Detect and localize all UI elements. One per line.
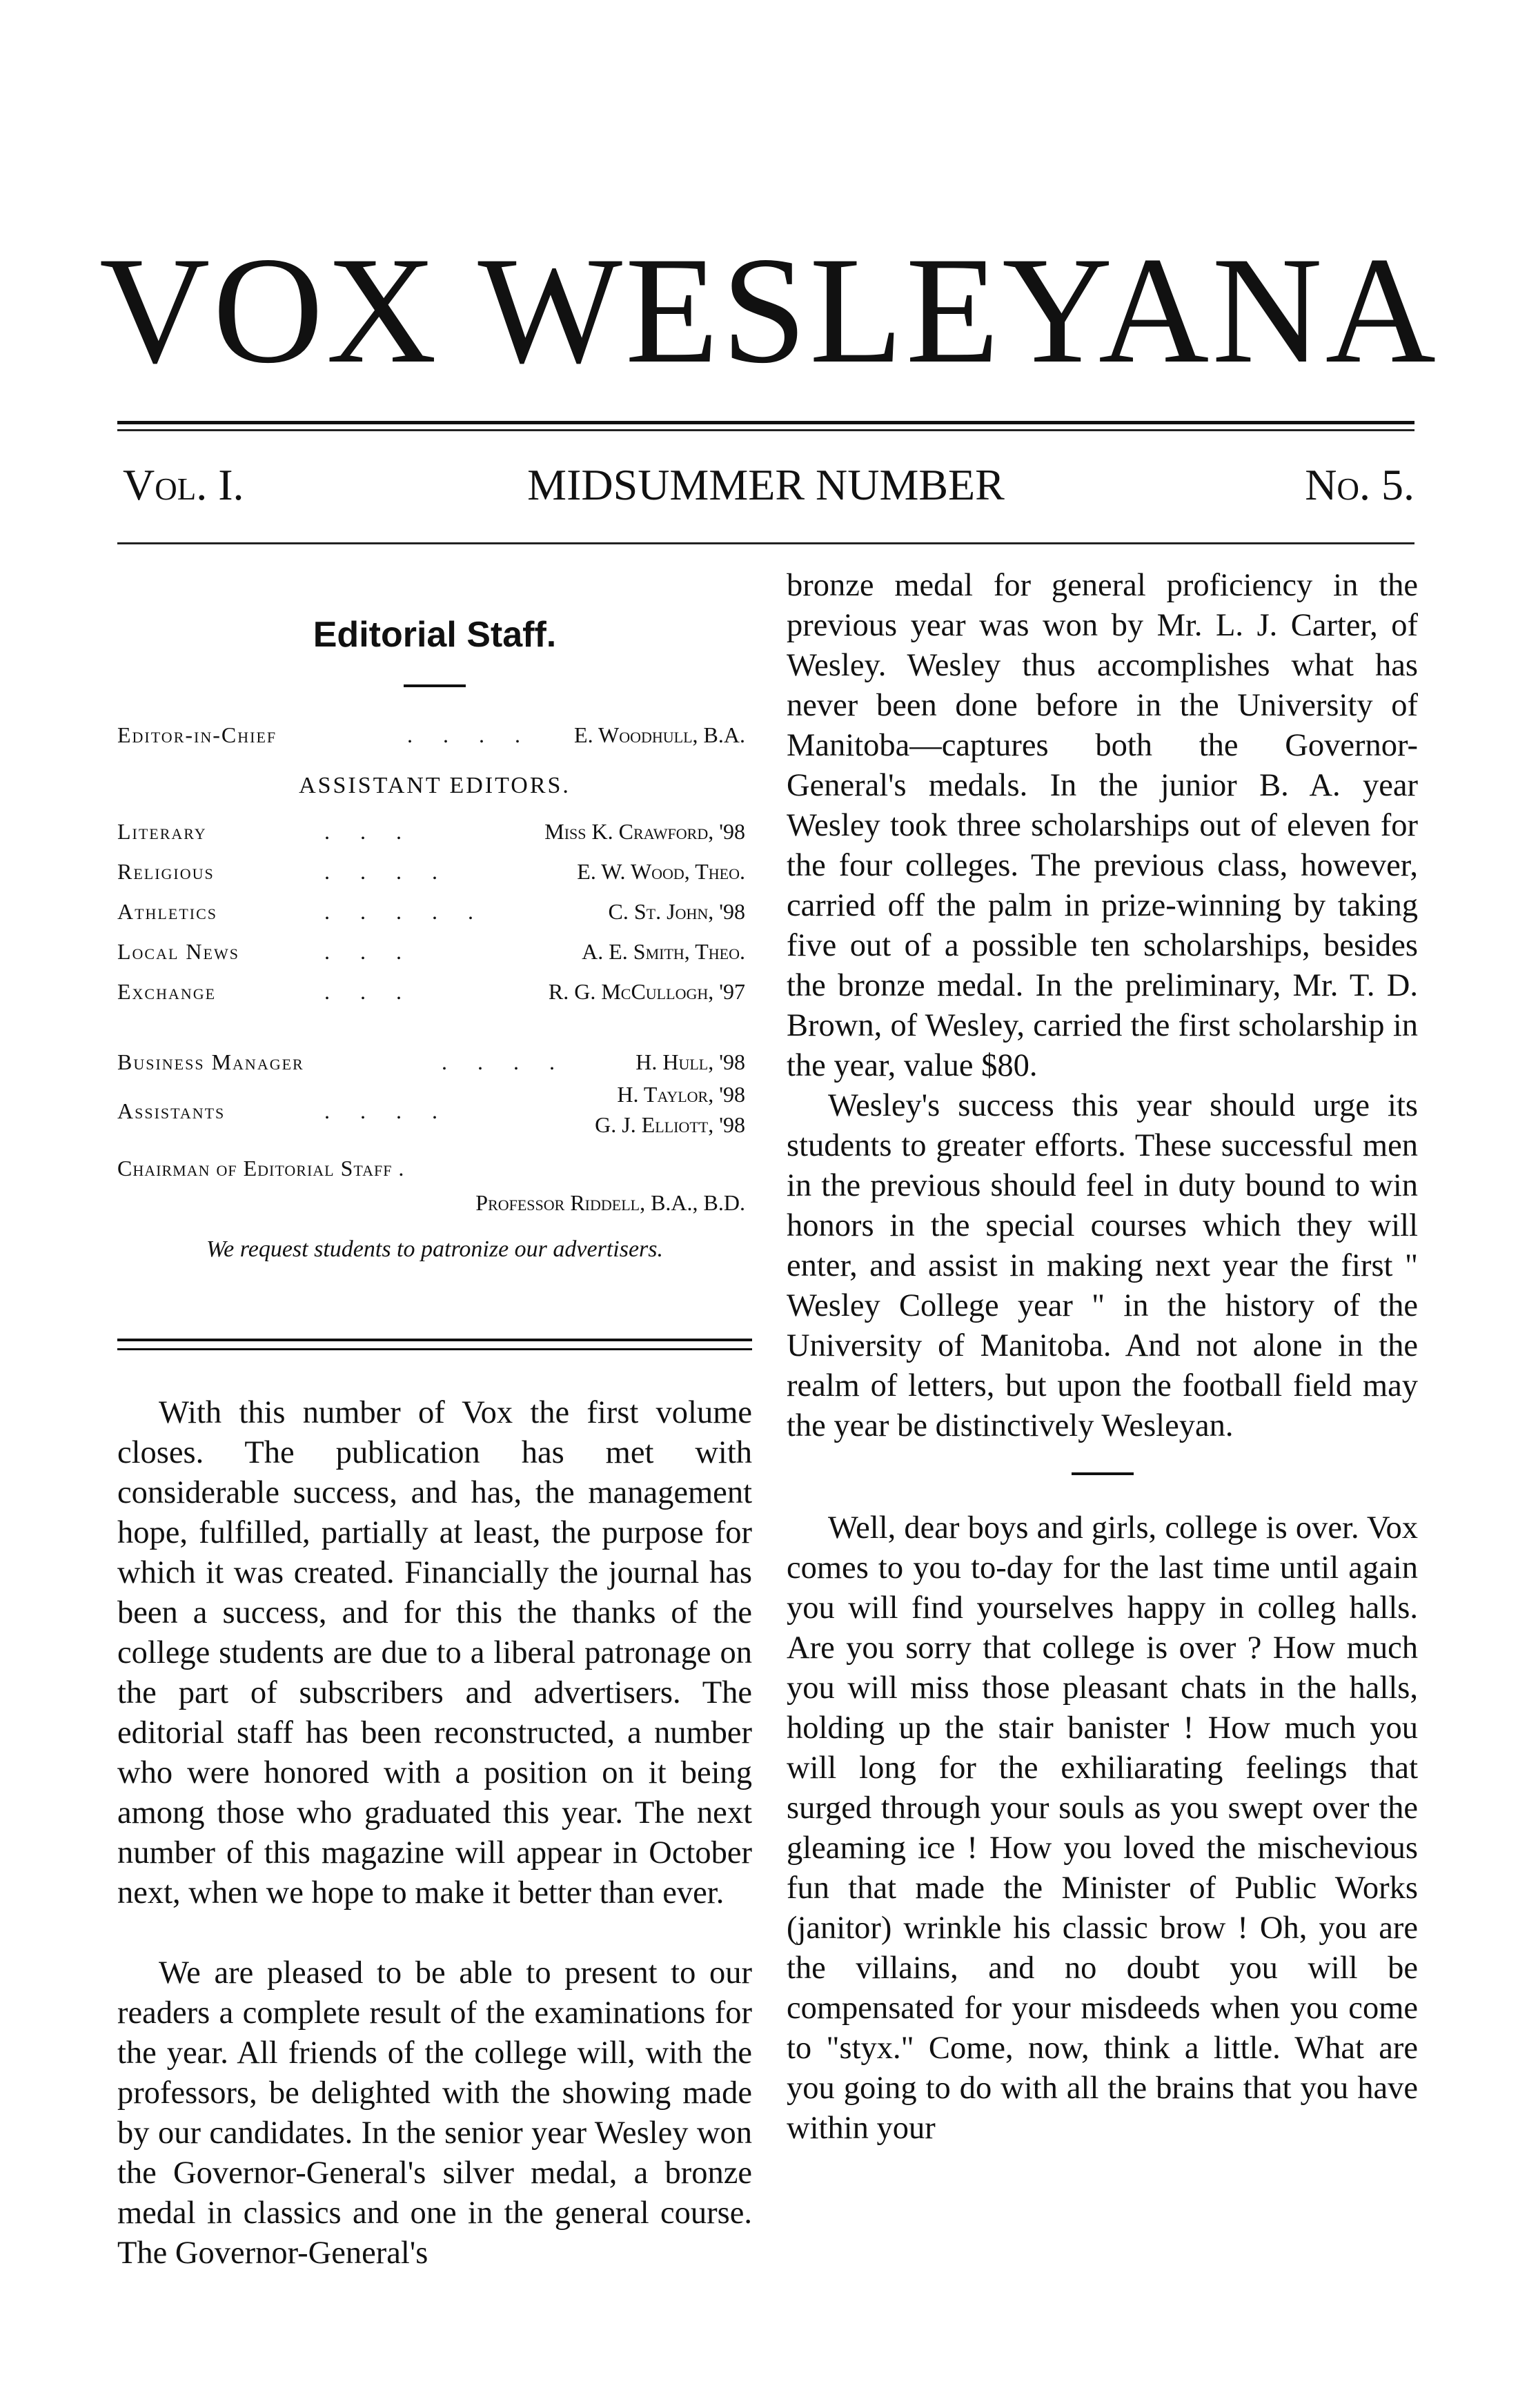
role-label: Religious <box>117 859 215 884</box>
chairman-name: Professor Riddell, B.A., B.D. <box>475 1190 745 1215</box>
article-paragraph: bronze medal for general proficiency in the previous year was won by Mr. L. J. Carter, of Wesley. Wesley thus accomplishes what has never been done before in the University of Manitoba—captures both the Governor-General's medals. In the junior B. A. year Wesley took three scholarships out of eleven for the four colleges. The previous class, however, carried off the palm in prize-winning by taking five out of a possible ten scholarships, besides the bronze medal. In the preliminary, Mr. T. D. Brown, of Wesley, carried the first scholarship in the year, value $80. <box>787 568 1418 1083</box>
article-paragraph: Well, dear boys and girls, college is over. Vox comes to you to-day for the last time until again you will find yourselves happy in colleg halls. Are you sorry that college is over ? How much you will miss those pleasant chats in the halls, holding up the stair banister ! How much you will long for the exhiliarating feelings that surged through your souls as you swept over the gleaming ice ! How you loved the mischevious fun that made the Minister of Public Works (janitor) wrinkle his classic brow ! Oh, you are the villains, and no doubt you will be compensated for your misdeeds when you come to "styx." Come, now, think a little. What are you going to do with all the brains that you have within your <box>787 1510 1418 2146</box>
person-name: E. W. Wood, Theo. <box>577 859 745 884</box>
assistant-editors-heading: ASSISTANT EDITORS. <box>299 773 571 798</box>
person-name: G. J. Elliott, '98 <box>595 1112 745 1137</box>
advertisers-notice: We request students to patronize our advertisers. <box>206 1236 664 1262</box>
leader-dots: . . . <box>324 939 414 964</box>
masthead-title: VOX WESLEYANA <box>99 226 1439 395</box>
issue-line <box>117 461 1414 509</box>
leader-dots: . . . . <box>442 1049 567 1074</box>
person-name: R. G. McCullogh, '97 <box>548 979 745 1004</box>
divider <box>1072 1472 1134 1475</box>
person-name: Miss K. Crawford, '98 <box>544 819 745 844</box>
role-label: Editor-in-Chief <box>117 722 277 747</box>
staff-row <box>117 851 752 891</box>
person-name: C. St. John, '98 <box>608 899 745 924</box>
article-paragraph: We are pleased to be able to present to our readers a complete result of the examinations for the year. All friends of the college will, with the professors, be delighted with the showing made by our candidates. In the senior year Wesley won the Governor-General's silver medal, a bronze medal in classics and one in the general course. The Governor-General's <box>117 1955 752 2271</box>
issue-number: No. 5. <box>1305 460 1414 509</box>
section-divider <box>117 1339 752 1350</box>
article-paragraph: With this number of Vox the first volume closes. The publication has met with considerable success, and has, the management hope, fulfilled, partially at least, the purpose for which it was created. Financially the journal has been a success, and for this the thanks of the college students are due to a liberal patronage on the part of subscribers and advertisers. The editorial staff has been reconstructed, a number who were honored with a position on it being among those who graduated this year. The next number of this magazine will appear in October next, when we hope to make it better than ever. <box>117 1395 752 1911</box>
issue-rule-bottom <box>117 542 1414 544</box>
role-label: Exchange <box>117 979 217 1004</box>
leader-dots: . . . . <box>407 722 533 747</box>
leader-dots: . . . <box>324 819 414 844</box>
person-name: H. Hull, '98 <box>635 1049 745 1074</box>
issue-name: MIDSUMMER NUMBER <box>527 460 1005 509</box>
person-name: A. E. Smith, Theo. <box>582 939 745 964</box>
leader-dots: . . . <box>324 979 414 1004</box>
leader-dots: . . . . <box>324 859 450 884</box>
person-name: H. Taylor, '98 <box>617 1082 745 1107</box>
volume-label: Vol. I. <box>123 460 244 509</box>
divider <box>404 684 466 687</box>
spacer <box>117 1011 752 1042</box>
role-label: Business Manager <box>117 1049 304 1074</box>
assistants-row <box>117 1082 752 1151</box>
person-name: E. Woodhull, B.A. <box>574 722 745 747</box>
left-column <box>117 593 752 2273</box>
role-label: Literary <box>117 819 207 844</box>
business-manager-row <box>117 1042 752 1082</box>
chairman-role: Chairman of Editorial Staff . <box>117 1156 405 1181</box>
right-column <box>787 566 1418 2149</box>
article-paragraph: Wesley's success this year should urge its students to greater efforts. These successful men in the previous should feel in duty bound to win honors in the special courses which they will enter, and assist in making next year the first " Wesley College year " in the history of the University of Manitoba. And not alone in the realm of letters, but upon the football field may the year be distinctively Wesleyan. <box>787 1088 1418 1443</box>
staff-row <box>117 971 752 1011</box>
staff-row <box>117 931 752 971</box>
editor-in-chief-row <box>117 715 752 755</box>
masthead-rule-top <box>117 421 1414 424</box>
leader-dots: . . . . <box>324 1098 450 1123</box>
staff-row <box>117 891 752 931</box>
editorial-staff-heading: Editorial Staff. <box>313 615 557 655</box>
role-label: Local News <box>117 939 239 964</box>
role-label: Athletics <box>117 899 217 924</box>
masthead-rule-top-thin <box>117 429 1414 431</box>
staff-row <box>117 811 752 851</box>
leader-dots: . . . . . <box>324 899 486 924</box>
role-label: Assistants <box>117 1098 226 1123</box>
